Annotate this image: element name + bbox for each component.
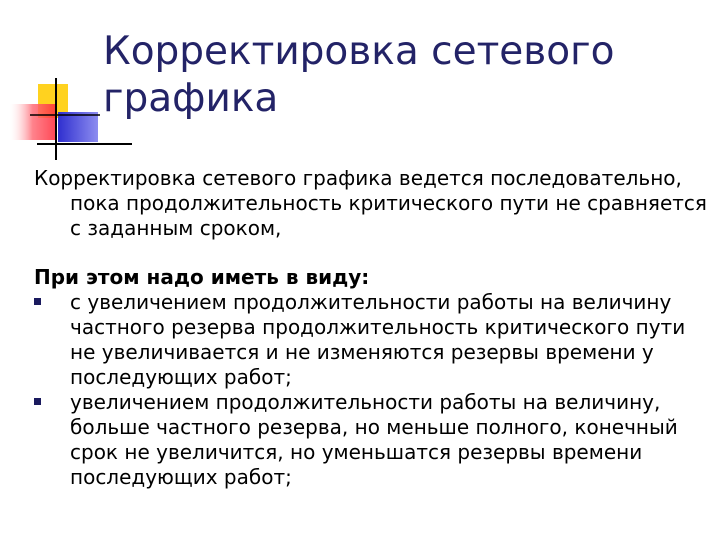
title-line-2: графика — [103, 76, 279, 121]
bullet-list — [34, 290, 709, 490]
list-item — [34, 290, 709, 390]
title-line-1: Корректировка сетевого — [103, 29, 615, 74]
slide-body — [34, 166, 709, 490]
title-divider — [37, 143, 132, 145]
page-title — [103, 28, 703, 122]
bullet-text: с увеличением продолжительности работы на величину частного резерва продолжительность критического пути не увеличивается и не изменяются резервы времени у последующих работ; — [70, 290, 686, 389]
intro-paragraph: Корректировка сетевого графика ведется последовательно, пока продолжительность критического пути не сравняется с заданным сроком, — [34, 166, 707, 240]
red-square — [10, 104, 55, 140]
list-item — [34, 390, 709, 490]
square-bullet-icon — [34, 398, 41, 405]
bullet-text: увеличением продолжительности работы на величину, больше частного резерва, но меньше полного, конечный срок не увеличится, но уменьшатся резервы времени последующих работ; — [70, 390, 678, 489]
blue-square — [58, 112, 98, 142]
square-bullet-icon — [34, 298, 41, 305]
lead-heading: При этом надо иметь в виду: — [34, 265, 370, 289]
